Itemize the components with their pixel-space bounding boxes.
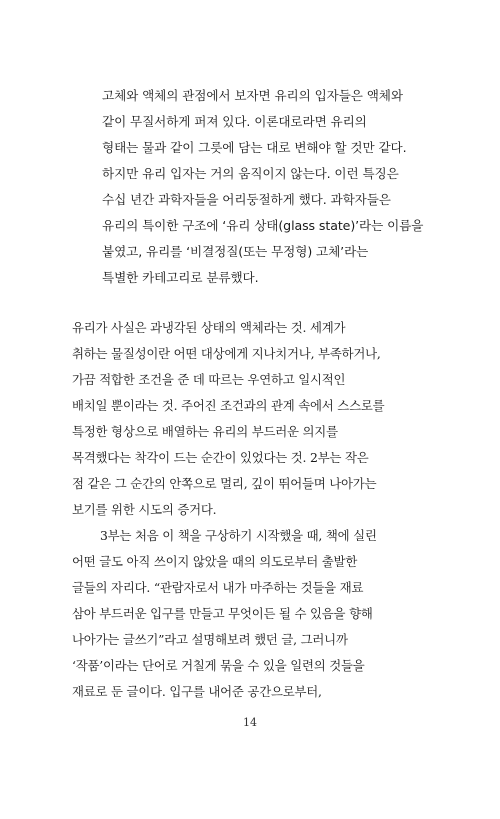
body-line: 가끔 적합한 조건을 준 데 따르는 우연하고 일시적인 xyxy=(72,372,346,387)
paragraph-2 xyxy=(72,523,442,705)
quote-line: 고체와 액체의 관점에서 보자면 유리의 입자들은 액체와 xyxy=(102,88,403,103)
body-line: 글들의 자리다. “관람자로서 내가 마주하는 것들을 재료 xyxy=(72,580,364,595)
body-line: 유리가 사실은 과냉각된 상태의 액체라는 것. 세계가 xyxy=(72,320,346,335)
body-line: 나아가는 글쓰기”라고 설명해보려 했던 글, 그러니까 xyxy=(72,632,348,647)
paragraph-1 xyxy=(72,315,442,523)
quote-line: 붙였고, 유리를 ‘비결정질(또는 무정형) 고체’라는 xyxy=(102,244,369,259)
body-line: ‘작품’이라는 단어로 거칠게 묶을 수 있을 일련의 것들을 xyxy=(72,658,365,673)
body-line: 취하는 물질성이란 어떤 대상에게 지나치거나, 부족하거나, xyxy=(72,346,381,361)
body-line: 배치일 뿐이라는 것. 주어진 조건과의 관계 속에서 스스로를 xyxy=(72,398,385,413)
body-line: 보기를 위한 시도의 증거다. xyxy=(72,502,217,517)
page-number: 14 xyxy=(243,716,257,729)
block-quote xyxy=(102,83,442,291)
body-line: 3부는 처음 이 책을 구상하기 시작했을 때, 책에 실린 xyxy=(100,528,377,543)
quote-line: 형태는 물과 같이 그릇에 담는 대로 변해야 할 것만 같다. xyxy=(102,140,407,155)
body-line: 어떤 글도 아직 쓰이지 않았을 때의 의도로부터 출발한 xyxy=(72,554,358,569)
body-line: 삼아 부드러운 입구를 만들고 무엇이든 될 수 있음을 향해 xyxy=(72,606,373,621)
body-line: 특정한 형상으로 배열하는 유리의 부드러운 의지를 xyxy=(72,424,338,439)
quote-line: 유리의 특이한 구조에 ‘유리 상태(glass state)’라는 이름을 xyxy=(102,218,424,233)
body-text xyxy=(72,315,442,705)
body-line: 목격했다는 착각이 드는 순간이 있었다는 것. 2부는 작은 xyxy=(72,450,369,465)
quote-line: 하지만 유리 입자는 거의 움직이지 않는다. 이런 특징은 xyxy=(102,166,399,181)
body-line: 재료로 둔 글이다. 입구를 내어준 공간으로부터, xyxy=(72,684,322,699)
quote-line: 특별한 카테고리로 분류했다. xyxy=(102,270,259,285)
quote-line: 같이 무질서하게 퍼져 있다. 이론대로라면 유리의 xyxy=(102,114,367,129)
quote-line: 수십 년간 과학자들을 어리둥절하게 했다. 과학자들은 xyxy=(102,192,391,207)
body-line: 점 같은 그 순간의 안쪽으로 멀리, 깊이 뛰어들며 나아가는 xyxy=(72,476,377,491)
